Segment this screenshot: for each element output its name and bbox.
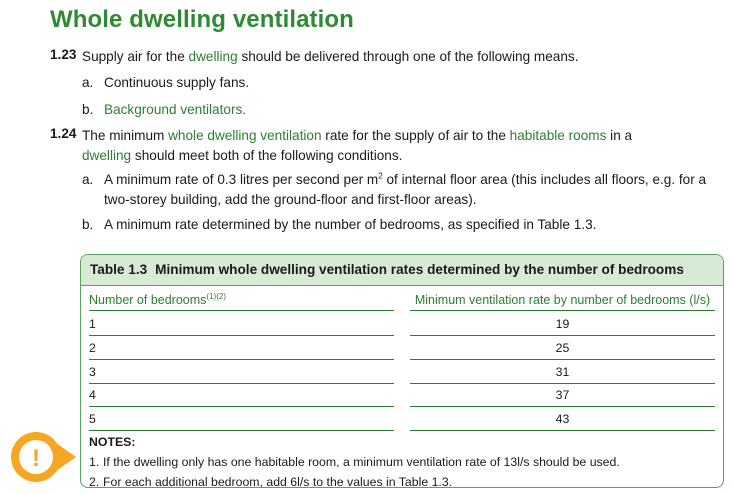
note-text: If the dwelling only has one habitable room, a minimum ventilation rate of 13l/s should be used. bbox=[103, 455, 620, 469]
table-1-3 bbox=[80, 254, 724, 488]
background-ventilators-link[interactable]: Background ventilators. bbox=[104, 102, 247, 117]
item-letter: a. bbox=[82, 172, 94, 187]
table-cell-bedrooms: 5 bbox=[89, 412, 394, 431]
note-number: 2. bbox=[89, 475, 100, 488]
table-cell-rate: 25 bbox=[410, 341, 715, 360]
clause-1-24-item-a bbox=[82, 170, 722, 210]
clause-text: should meet both of the following conditions. bbox=[131, 148, 403, 163]
page-title: Whole dwelling ventilation bbox=[50, 6, 354, 33]
item-text: A minimum rate determined by the number of bedrooms, as specified in Table 1.3. bbox=[104, 217, 597, 232]
clause-1-23-text bbox=[82, 47, 722, 67]
table-cell-rate: 19 bbox=[410, 317, 715, 336]
item-text: of internal floor area (this includes all floors, e.g. for a two-storey building, add the ground-floor and first-floor areas). bbox=[104, 172, 707, 207]
clause-number-1-24: 1.24 bbox=[50, 126, 77, 141]
whole-dwelling-ventilation-link[interactable]: whole dwelling ventilation bbox=[168, 128, 322, 143]
clause-1-24-item-b bbox=[82, 215, 596, 235]
item-letter: b. bbox=[82, 217, 94, 232]
table-number: Table 1.3 bbox=[90, 262, 148, 277]
item-text: Continuous supply fans. bbox=[104, 75, 250, 90]
table-cell-bedrooms: 2 bbox=[89, 341, 394, 360]
column-header-bedrooms bbox=[89, 293, 394, 311]
item-letter: a. bbox=[82, 75, 94, 90]
footnote-refs: (1)(2) bbox=[206, 291, 226, 301]
clause-text: Supply air for the bbox=[82, 49, 189, 64]
table-cell-bedrooms: 1 bbox=[89, 317, 394, 336]
clause-text: should be delivered through one of the following means. bbox=[237, 49, 579, 64]
clause-text: The minimum bbox=[82, 128, 169, 143]
table-caption bbox=[81, 255, 723, 286]
table-cell-rate: 37 bbox=[410, 388, 715, 407]
item-letter: b. bbox=[82, 102, 94, 117]
exclamation-symbol: ! bbox=[32, 445, 40, 472]
note-1 bbox=[89, 455, 620, 469]
note-2 bbox=[89, 475, 452, 488]
callout-marker bbox=[0, 430, 80, 484]
dwelling-link[interactable]: dwelling bbox=[82, 148, 132, 163]
dwelling-link[interactable]: dwelling bbox=[188, 49, 238, 64]
column-header-rate: Minimum ventilation rate by number of bedrooms (l/s) bbox=[410, 293, 715, 311]
table-cell-bedrooms: 3 bbox=[89, 365, 394, 384]
clause-1-23-item-b bbox=[82, 100, 246, 120]
item-text: A minimum rate of 0.3 litres per second per m bbox=[104, 172, 379, 187]
table-title: Minimum whole dwelling ventilation rates determined by the number of bedrooms bbox=[155, 262, 684, 277]
column-header-text: Number of bedrooms bbox=[89, 293, 207, 307]
clause-text: in a bbox=[606, 128, 633, 143]
habitable-rooms-link[interactable]: habitable rooms bbox=[509, 128, 607, 143]
notes-heading: NOTES: bbox=[89, 435, 136, 449]
clause-number-1-23: 1.23 bbox=[50, 47, 77, 62]
superscript: 2 bbox=[378, 171, 383, 181]
note-text: For each additional bedroom, add 6l/s to the values in Table 1.3. bbox=[103, 475, 453, 488]
clause-text: rate for the supply of air to the bbox=[321, 128, 510, 143]
table-cell-rate: 43 bbox=[410, 412, 715, 431]
table-cell-bedrooms: 4 bbox=[89, 388, 394, 407]
exclamation-icon bbox=[0, 430, 80, 484]
clause-1-23-item-a bbox=[82, 73, 249, 93]
note-number: 1. bbox=[89, 455, 100, 469]
clause-1-24-text bbox=[82, 126, 722, 166]
table-cell-rate: 31 bbox=[410, 365, 715, 384]
